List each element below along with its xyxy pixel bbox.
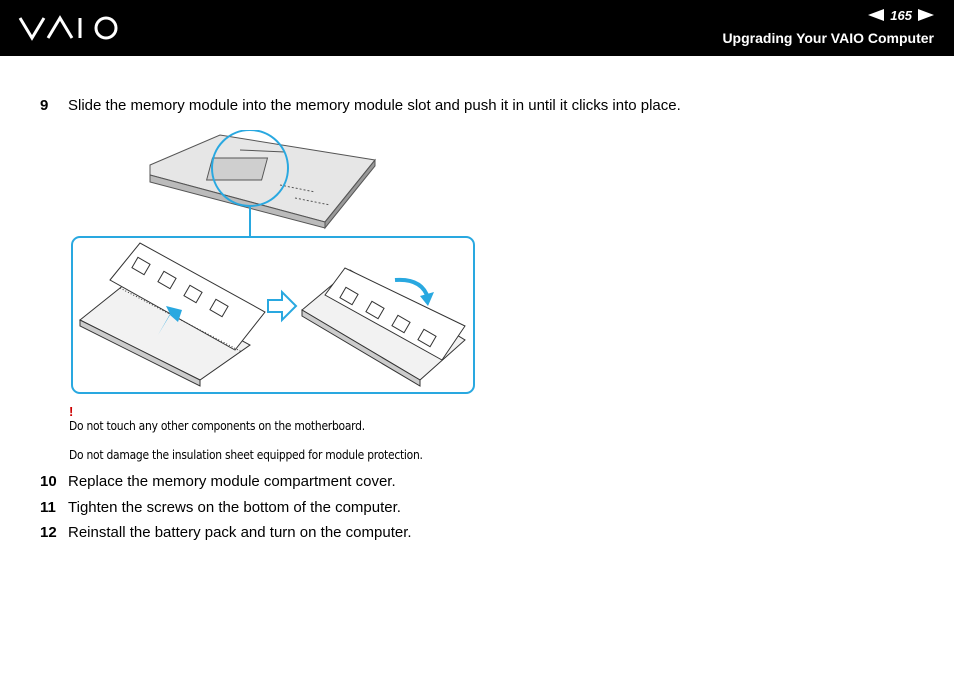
step-text: Reinstall the battery pack and turn on the computer. [68,524,412,541]
caution-icon: ! [69,404,74,419]
section-title: Upgrading Your VAIO Computer [722,30,934,46]
step-9 [40,97,681,114]
step-text: Tighten the screws on the bottom of the computer. [68,499,401,516]
step-12 [40,524,412,541]
step-text: Replace the memory module compartment cover. [68,473,396,490]
page-number: 165 [890,7,912,23]
caution-note: Do not damage the insulation sheet equipped for module protection. [69,447,423,462]
step-10 [40,473,396,490]
step-number: 9 [40,97,49,114]
page-navigator [868,6,934,24]
caution-note: Do not touch any other components on the motherboard. [69,418,365,433]
vaio-logo [18,14,122,42]
step-11 [40,499,401,516]
right-arrow-icon[interactable] [918,9,934,21]
step-number: 11 [40,499,56,516]
left-arrow-icon[interactable] [868,9,884,21]
step-text: Slide the memory module into the memory module slot and push it in until it clicks into place. [68,97,681,114]
laptop-bottom-image [150,135,375,228]
page-header [0,0,954,56]
memory-module-illustration [70,130,480,396]
step-number: 12 [40,524,57,541]
step-number: 10 [40,473,57,490]
